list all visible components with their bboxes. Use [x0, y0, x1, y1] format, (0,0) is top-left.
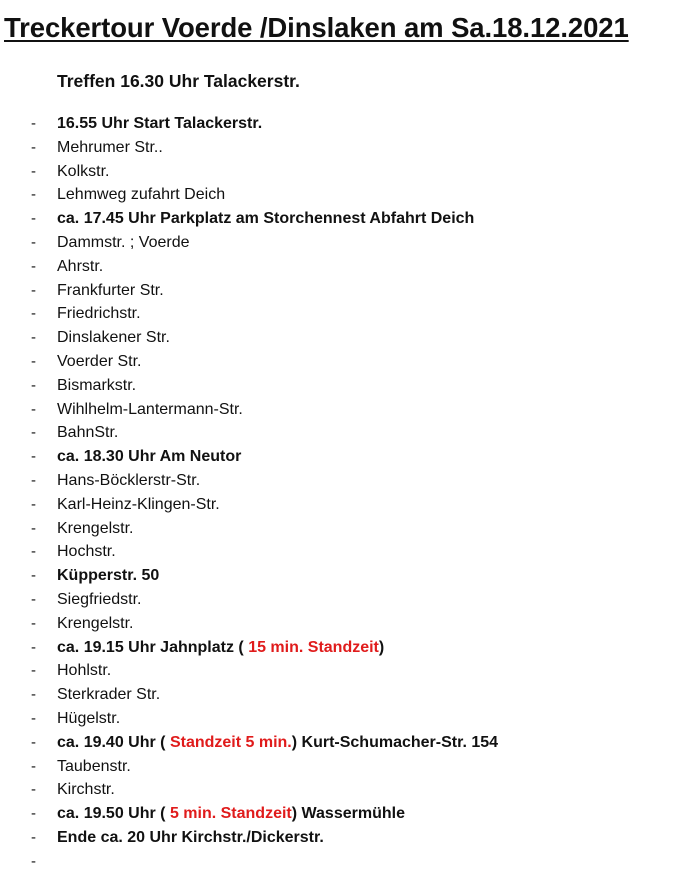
list-dash: -	[31, 400, 36, 418]
route-list	[0, 112, 677, 874]
route-stop-text: Hans-Böcklerstr-Str.	[57, 471, 201, 489]
stop-duration-highlight: Standzeit 5 min.	[169, 733, 292, 751]
list-dash: -	[31, 138, 36, 156]
list-dash: -	[31, 471, 36, 489]
meeting-point: Treffen 16.30 Uhr Talackerstr.	[57, 71, 300, 91]
route-stop-text	[57, 636, 384, 660]
list-dash: -	[31, 448, 36, 466]
list-dash: -	[31, 162, 36, 180]
route-stop-text: Voerder Str.	[57, 352, 142, 370]
route-stop	[0, 183, 677, 207]
route-stop-text: Bismarkstr.	[57, 376, 137, 394]
list-dash: -	[31, 852, 36, 870]
route-stop	[0, 636, 677, 660]
list-dash: -	[31, 186, 36, 204]
list-dash: -	[31, 495, 36, 513]
route-stop-text: Karl-Heinz-Klingen-Str.	[57, 495, 220, 513]
route-stop-text: Kirchstr.	[57, 781, 115, 799]
list-dash: -	[31, 757, 36, 775]
route-stop-text: Ende ca. 20 Uhr Kirchstr./Dickerstr.	[57, 828, 324, 846]
route-stop	[0, 374, 677, 398]
route-stop	[0, 421, 677, 445]
route-stop	[0, 326, 677, 350]
list-dash: -	[31, 543, 36, 561]
route-stop-text: Siegfriedstr.	[57, 590, 142, 608]
stop-text-before: ca. 19.40 Uhr (	[57, 733, 170, 751]
route-stop-text: Friedrichstr.	[57, 305, 141, 323]
route-stop	[0, 517, 677, 541]
route-stop	[0, 731, 677, 755]
list-dash: -	[31, 376, 36, 394]
route-stop-text: Lehmweg zufahrt Deich	[57, 186, 226, 204]
route-stop-text: Taubenstr.	[57, 757, 131, 775]
stop-text-after: ) Wassermühle	[291, 805, 405, 823]
route-stop	[0, 469, 677, 493]
route-stop	[0, 540, 677, 564]
route-stop-text: Kolkstr.	[57, 162, 110, 180]
list-dash: -	[31, 638, 36, 656]
list-dash: -	[31, 115, 36, 132]
list-dash: -	[31, 257, 36, 275]
list-dash: -	[31, 828, 36, 846]
route-stop-text: Hügelstr.	[57, 709, 121, 727]
route-stop	[0, 112, 677, 136]
route-stop-text: Frankfurter Str.	[57, 281, 164, 299]
route-stop-text: ca. 18.30 Uhr Am Neutor	[57, 448, 242, 466]
route-stop	[0, 398, 677, 422]
route-stop	[0, 707, 677, 731]
route-stop	[0, 136, 677, 160]
route-stop-text: Ahrstr.	[57, 257, 104, 275]
route-stop	[0, 445, 677, 469]
route-stop	[0, 160, 677, 184]
route-stop	[0, 755, 677, 779]
route-stop-text: Dammstr. ; Voerde	[57, 233, 190, 251]
list-dash: -	[31, 233, 36, 251]
route-stop	[0, 231, 677, 255]
route-stop	[0, 778, 677, 802]
list-dash: -	[31, 519, 36, 537]
list-dash: -	[31, 590, 36, 608]
route-stop	[0, 255, 677, 279]
route-stop-text: Hohlstr.	[57, 662, 112, 680]
route-stop	[0, 350, 677, 374]
route-stop-text: 16.55 Uhr Start Talackerstr.	[57, 115, 263, 132]
stop-text-before: ca. 19.50 Uhr (	[57, 805, 170, 823]
list-dash: -	[31, 662, 36, 680]
route-stop	[0, 279, 677, 303]
route-stop-text	[57, 731, 498, 755]
route-stop-text: Wihlhelm-Lantermann-Str.	[57, 400, 243, 418]
list-dash: -	[31, 567, 36, 585]
list-dash: -	[31, 733, 36, 751]
route-stop	[0, 826, 677, 850]
route-stop	[0, 493, 677, 517]
list-dash: -	[31, 210, 36, 228]
list-dash: -	[31, 805, 36, 823]
route-stop-text: Dinslakener Str.	[57, 329, 170, 347]
list-dash: -	[31, 614, 36, 632]
list-dash: -	[31, 305, 36, 323]
route-stop-text	[57, 802, 405, 826]
route-stop	[0, 612, 677, 636]
route-stop	[0, 802, 677, 826]
list-dash: -	[31, 686, 36, 704]
route-stop-text: Krengelstr.	[57, 519, 134, 537]
route-stop	[0, 850, 677, 874]
route-stop-text: Hochstr.	[57, 543, 116, 561]
stop-duration-highlight: 5 min. Standzeit	[169, 805, 292, 823]
list-dash: -	[31, 424, 36, 442]
stop-duration-highlight: 15 min. Standzeit	[248, 638, 379, 656]
route-stop	[0, 302, 677, 326]
route-stop	[0, 683, 677, 707]
stop-text-after: )	[378, 638, 385, 656]
list-dash: -	[31, 281, 36, 299]
list-dash: -	[31, 352, 36, 370]
route-stop-text: Küpperstr. 50	[57, 567, 160, 585]
route-stop-text: BahnStr.	[57, 424, 119, 442]
route-stop	[0, 659, 677, 683]
route-stop-text: Krengelstr.	[57, 614, 134, 632]
route-stop-text: Sterkrader Str.	[57, 686, 161, 704]
list-dash: -	[31, 709, 36, 727]
list-dash: -	[31, 329, 36, 347]
route-stop	[0, 564, 677, 588]
page-title: Treckertour Voerde /Dinslaken am Sa.18.12.2021	[4, 12, 629, 43]
route-stop	[0, 588, 677, 612]
stop-text-after: ) Kurt-Schumacher-Str. 154	[291, 733, 499, 751]
route-stop	[0, 207, 677, 231]
list-dash: -	[31, 781, 36, 799]
stop-text-before: ca. 19.15 Uhr Jahnplatz (	[57, 638, 249, 656]
route-stop-text: Mehrumer Str..	[57, 138, 163, 156]
route-stop-text: ca. 17.45 Uhr Parkplatz am Storchennest Abfahrt Deich	[57, 210, 475, 228]
